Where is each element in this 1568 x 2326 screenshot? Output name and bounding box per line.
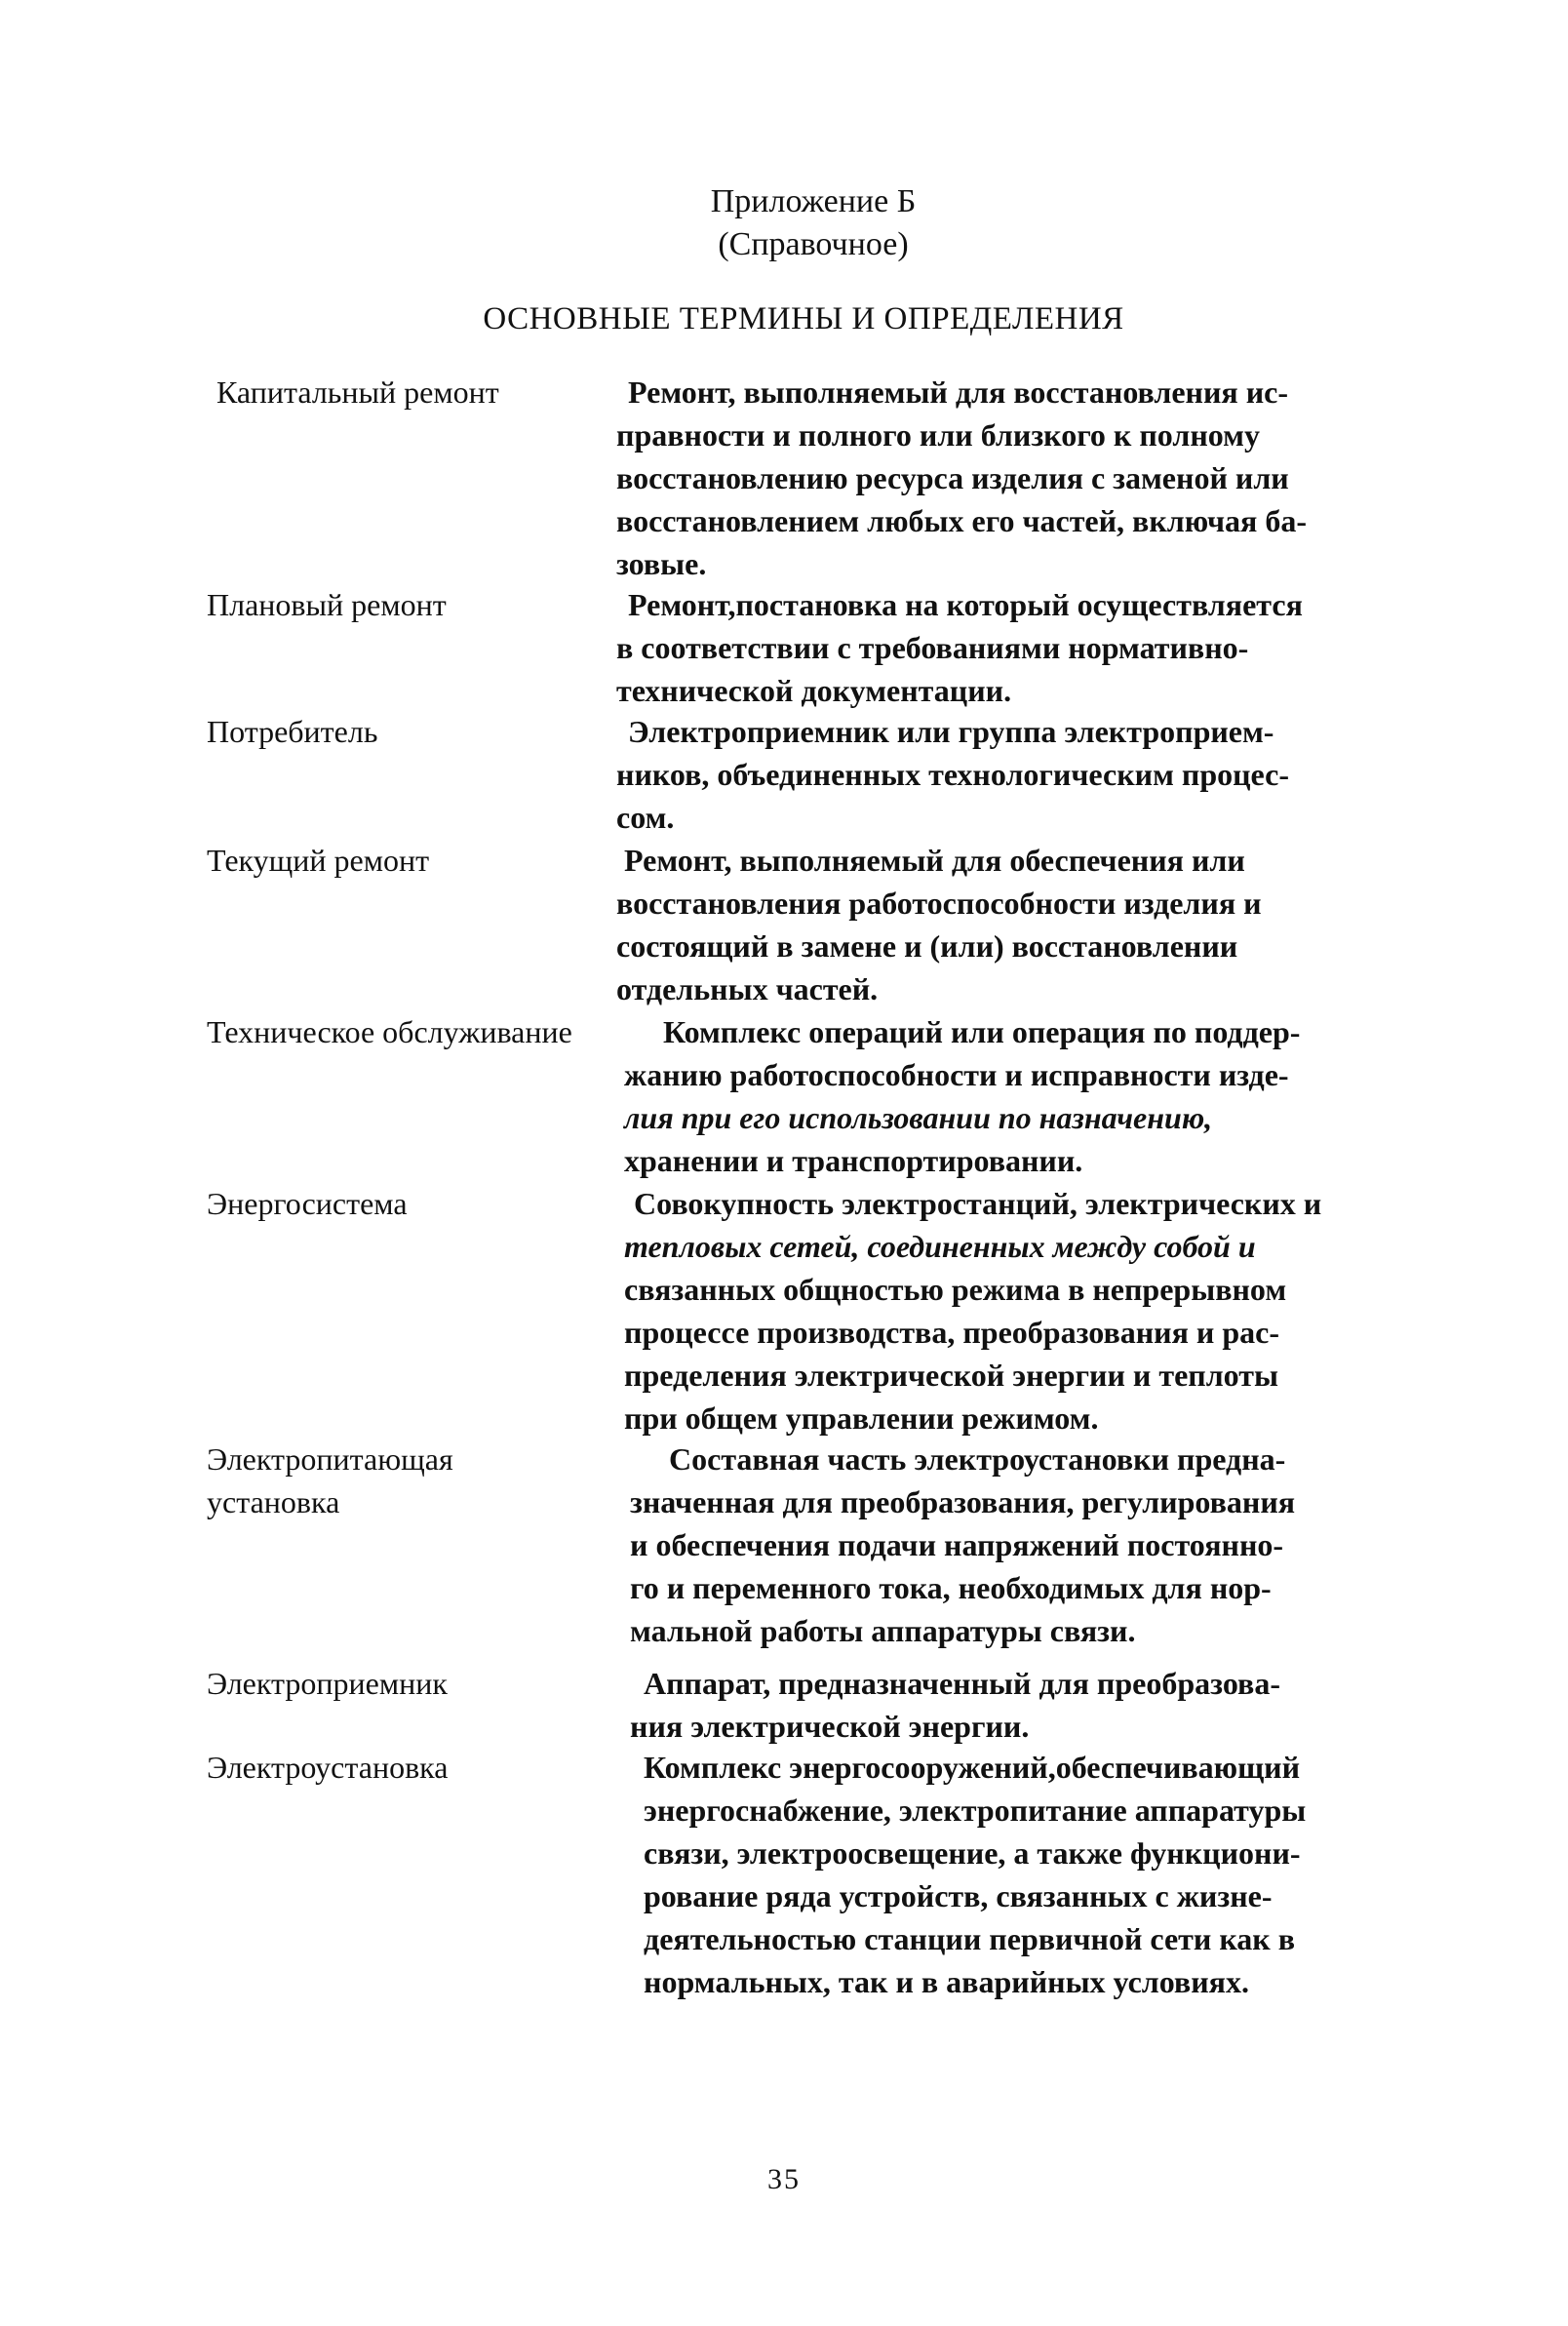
glossary-definition xyxy=(616,371,1387,585)
definition-line: при общем управлении режимом. xyxy=(624,1400,1099,1436)
definition-line: нормальных, так и в аварийных условиях. xyxy=(644,1964,1249,1999)
definition-line: восстановлению ресурса изделия с заменой или xyxy=(616,460,1289,495)
definition-line: Совокупность электростанций, электрических и xyxy=(634,1186,1322,1221)
definition-line: связи, электроосвещение, а также функциони- xyxy=(644,1835,1301,1871)
glossary-definition xyxy=(630,1662,1400,1748)
glossary-term: Капитальный ремонт xyxy=(216,375,499,410)
glossary-definition xyxy=(616,583,1387,712)
definition-line: жанию работоспособности и исправности изде- xyxy=(624,1057,1289,1092)
definition-line: и обеспечения подачи напряжений постоянно- xyxy=(630,1527,1284,1562)
definition-line: Комплекс энергосооружений,обеспечивающий xyxy=(644,1750,1301,1785)
definition-line: в соответствии с требованиями нормативно- xyxy=(616,630,1249,665)
glossary-term: Электроприемник xyxy=(207,1666,448,1701)
glossary-definition xyxy=(616,839,1387,1010)
definition-line: Электроприемник или группа электроприем- xyxy=(628,714,1274,749)
appendix-title: Приложение Б xyxy=(710,183,917,219)
appendix-subtitle: (Справочное) xyxy=(718,226,909,262)
glossary-term: Электроустановка xyxy=(207,1750,449,1785)
page-number: 35 xyxy=(767,2163,801,2195)
definition-line: восстановлением любых его частей, включая ба- xyxy=(616,503,1307,538)
section-title: ОСНОВНЫЕ ТЕРМИНЫ И ОПРЕДЕЛЕНИЯ xyxy=(483,301,1124,336)
definition-line: технической документации. xyxy=(616,673,1012,708)
definition-line: пределения электрической энергии и теплоты xyxy=(624,1358,1278,1393)
glossary-term xyxy=(207,1438,453,1523)
definition-line: Составная часть электроустановки предна- xyxy=(669,1441,1286,1477)
glossary-definition xyxy=(616,710,1387,839)
glossary-definition xyxy=(644,1746,1414,2003)
definition-line: восстановления работоспособности изделия и xyxy=(616,886,1262,921)
definition-line: хранении и транспортировании. xyxy=(624,1143,1083,1178)
definition-line: зовые. xyxy=(616,546,707,581)
definition-line: значенная для преобразования, регулирования xyxy=(630,1484,1296,1519)
definition-line: ников, объединенных технологическим процес- xyxy=(616,757,1289,792)
definition-line: деятельностью станции первичной сети как в xyxy=(644,1921,1295,1956)
definition-line: го и переменного тока, необходимых для нор- xyxy=(630,1570,1272,1605)
glossary-term: Плановый ремонт xyxy=(207,587,447,622)
glossary-term-line: установка xyxy=(207,1484,340,1519)
definition-line: лия при его использовании по назначению, xyxy=(624,1100,1213,1135)
glossary-term: Техническое обслуживание xyxy=(207,1014,572,1049)
definition-line: рование ряда устройств, связанных с жизне- xyxy=(644,1878,1273,1913)
definition-line: Ремонт,постановка на который осуществляется xyxy=(628,587,1303,622)
definition-line: ния электрической энергии. xyxy=(630,1709,1030,1744)
glossary-term: Энергосистема xyxy=(207,1186,408,1221)
definition-line: Комплекс операций или операция по поддер- xyxy=(663,1014,1301,1049)
definition-line: мальной работы аппаратуры связи. xyxy=(630,1613,1136,1648)
glossary-term: Потребитель xyxy=(207,714,378,749)
definition-line: состоящий в замене и (или) восстановлении xyxy=(616,928,1238,964)
definition-line: Аппарат, предназначенный для преобразова- xyxy=(644,1666,1280,1701)
glossary-definition xyxy=(624,1010,1394,1182)
glossary-definition xyxy=(624,1182,1394,1439)
definition-line: энергоснабжение, электропитание аппаратуры xyxy=(644,1793,1307,1828)
glossary-term: Текущий ремонт xyxy=(207,843,430,878)
definition-line: отдельных частей. xyxy=(616,971,879,1006)
glossary-definition xyxy=(630,1438,1400,1652)
glossary-term-line: Электропитающая xyxy=(207,1441,453,1477)
definition-line: связанных общностью режима в непрерывном xyxy=(624,1272,1287,1307)
definition-line: правности и полного или близкого к полному xyxy=(616,417,1260,453)
definition-line: Ремонт, выполняемый для обеспечения или xyxy=(624,843,1245,878)
definition-line: тепловых сетей, соединенных между собой и xyxy=(624,1229,1256,1264)
definition-line: Ремонт, выполняемый для восстановления ис- xyxy=(628,375,1289,410)
definition-line: сом. xyxy=(616,800,675,835)
definition-line: процессе производства, преобразования и рас- xyxy=(624,1315,1279,1350)
